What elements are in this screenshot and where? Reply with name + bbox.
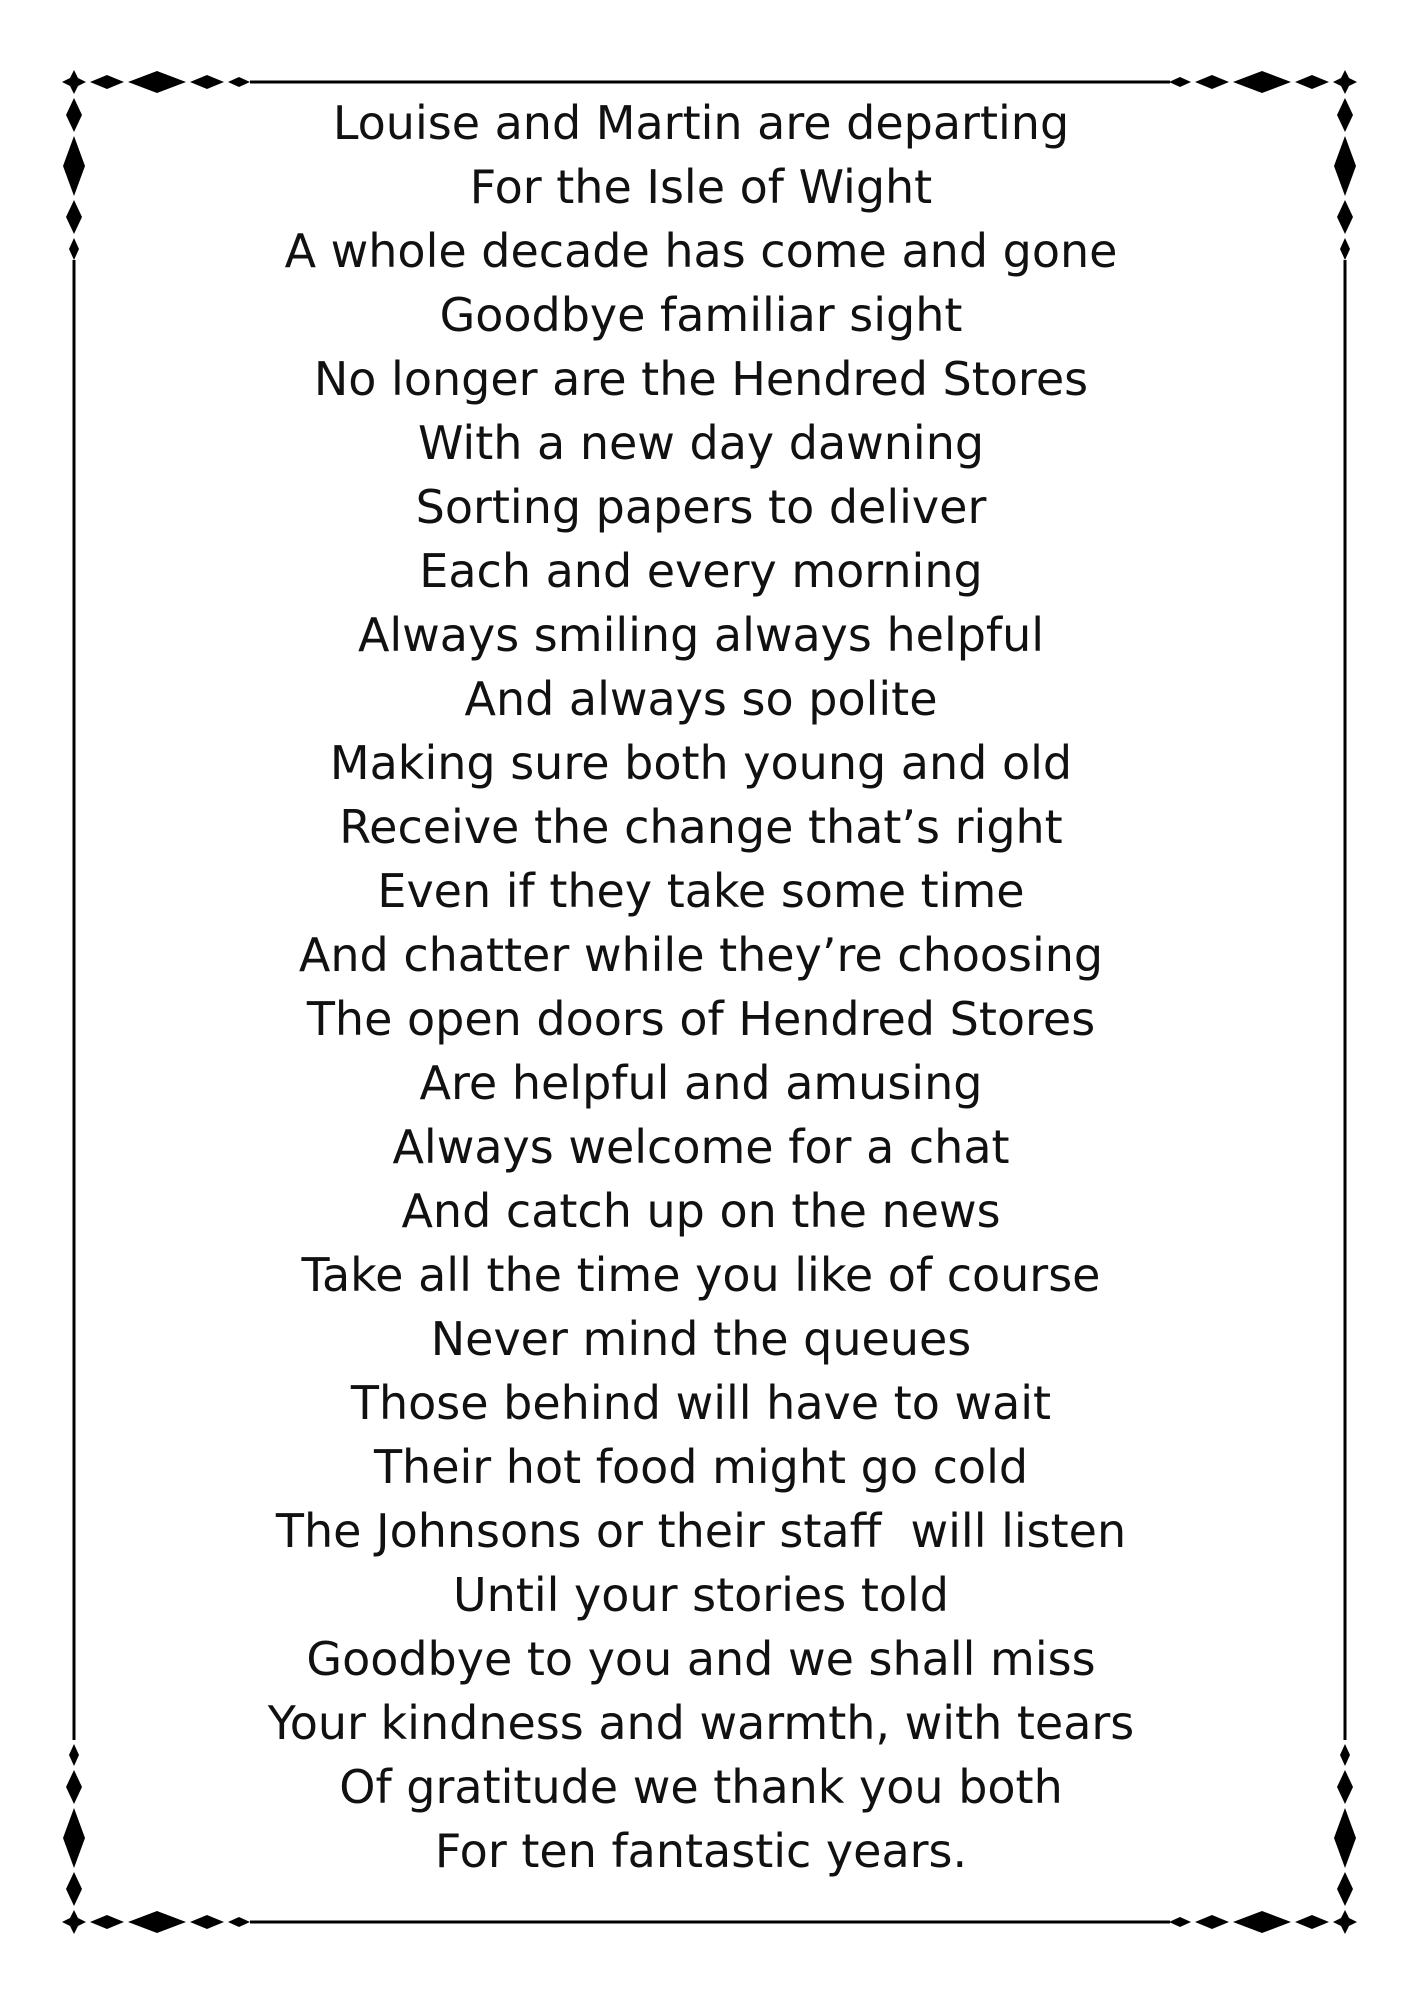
poem-line: With a new day dawning — [417, 416, 985, 470]
poem-line: Always welcome for a chat — [392, 1120, 1010, 1174]
poem-line: Even if they take some time — [377, 864, 1025, 918]
poem-line: Your kindness and warmth, with tears — [267, 1696, 1135, 1750]
poem-line: And catch up on the news — [401, 1184, 1001, 1238]
poem-line: Never mind the queues — [430, 1312, 972, 1366]
poem-line: Sorting papers to deliver — [415, 480, 987, 534]
poem-line: Those behind will have to wait — [350, 1376, 1052, 1430]
poem-line: A whole decade has come and gone — [284, 224, 1118, 278]
poem-line: The open doors of Hendred Stores — [306, 992, 1096, 1046]
poem-line: Of gratitude we thank you both — [339, 1760, 1063, 1814]
poem-line: For the Isle of Wight — [469, 160, 933, 214]
poem-line: Louise and Martin are departing — [332, 96, 1070, 150]
poem-line: Are helpful and amusing — [419, 1056, 983, 1110]
poem-line: Each and every morning — [419, 544, 983, 598]
poem-body — [0, 91, 1414, 1883]
poem-line: Take all the time you like of course — [301, 1248, 1101, 1302]
poem-line: And always so polite — [464, 672, 938, 726]
poem-line: For ten fantastic years. — [434, 1824, 968, 1878]
poem-line: Making sure both young and old — [329, 736, 1073, 790]
poem-line: No longer are the Hendred Stores — [313, 352, 1089, 406]
poem-line: Always smiling always helpful — [357, 608, 1045, 662]
poem-line: The Johnsons or their staff will listen — [275, 1504, 1127, 1558]
poem-line: And chatter while they’re choosing — [298, 928, 1104, 982]
poem-line: Receive the change that’s right — [339, 800, 1063, 854]
poem-line: Until your stories told — [453, 1568, 949, 1622]
poem-line: Their hot food might go cold — [373, 1440, 1029, 1494]
poem-line: Goodbye familiar sight — [439, 288, 963, 342]
poem-line: Goodbye to you and we shall miss — [306, 1632, 1096, 1686]
